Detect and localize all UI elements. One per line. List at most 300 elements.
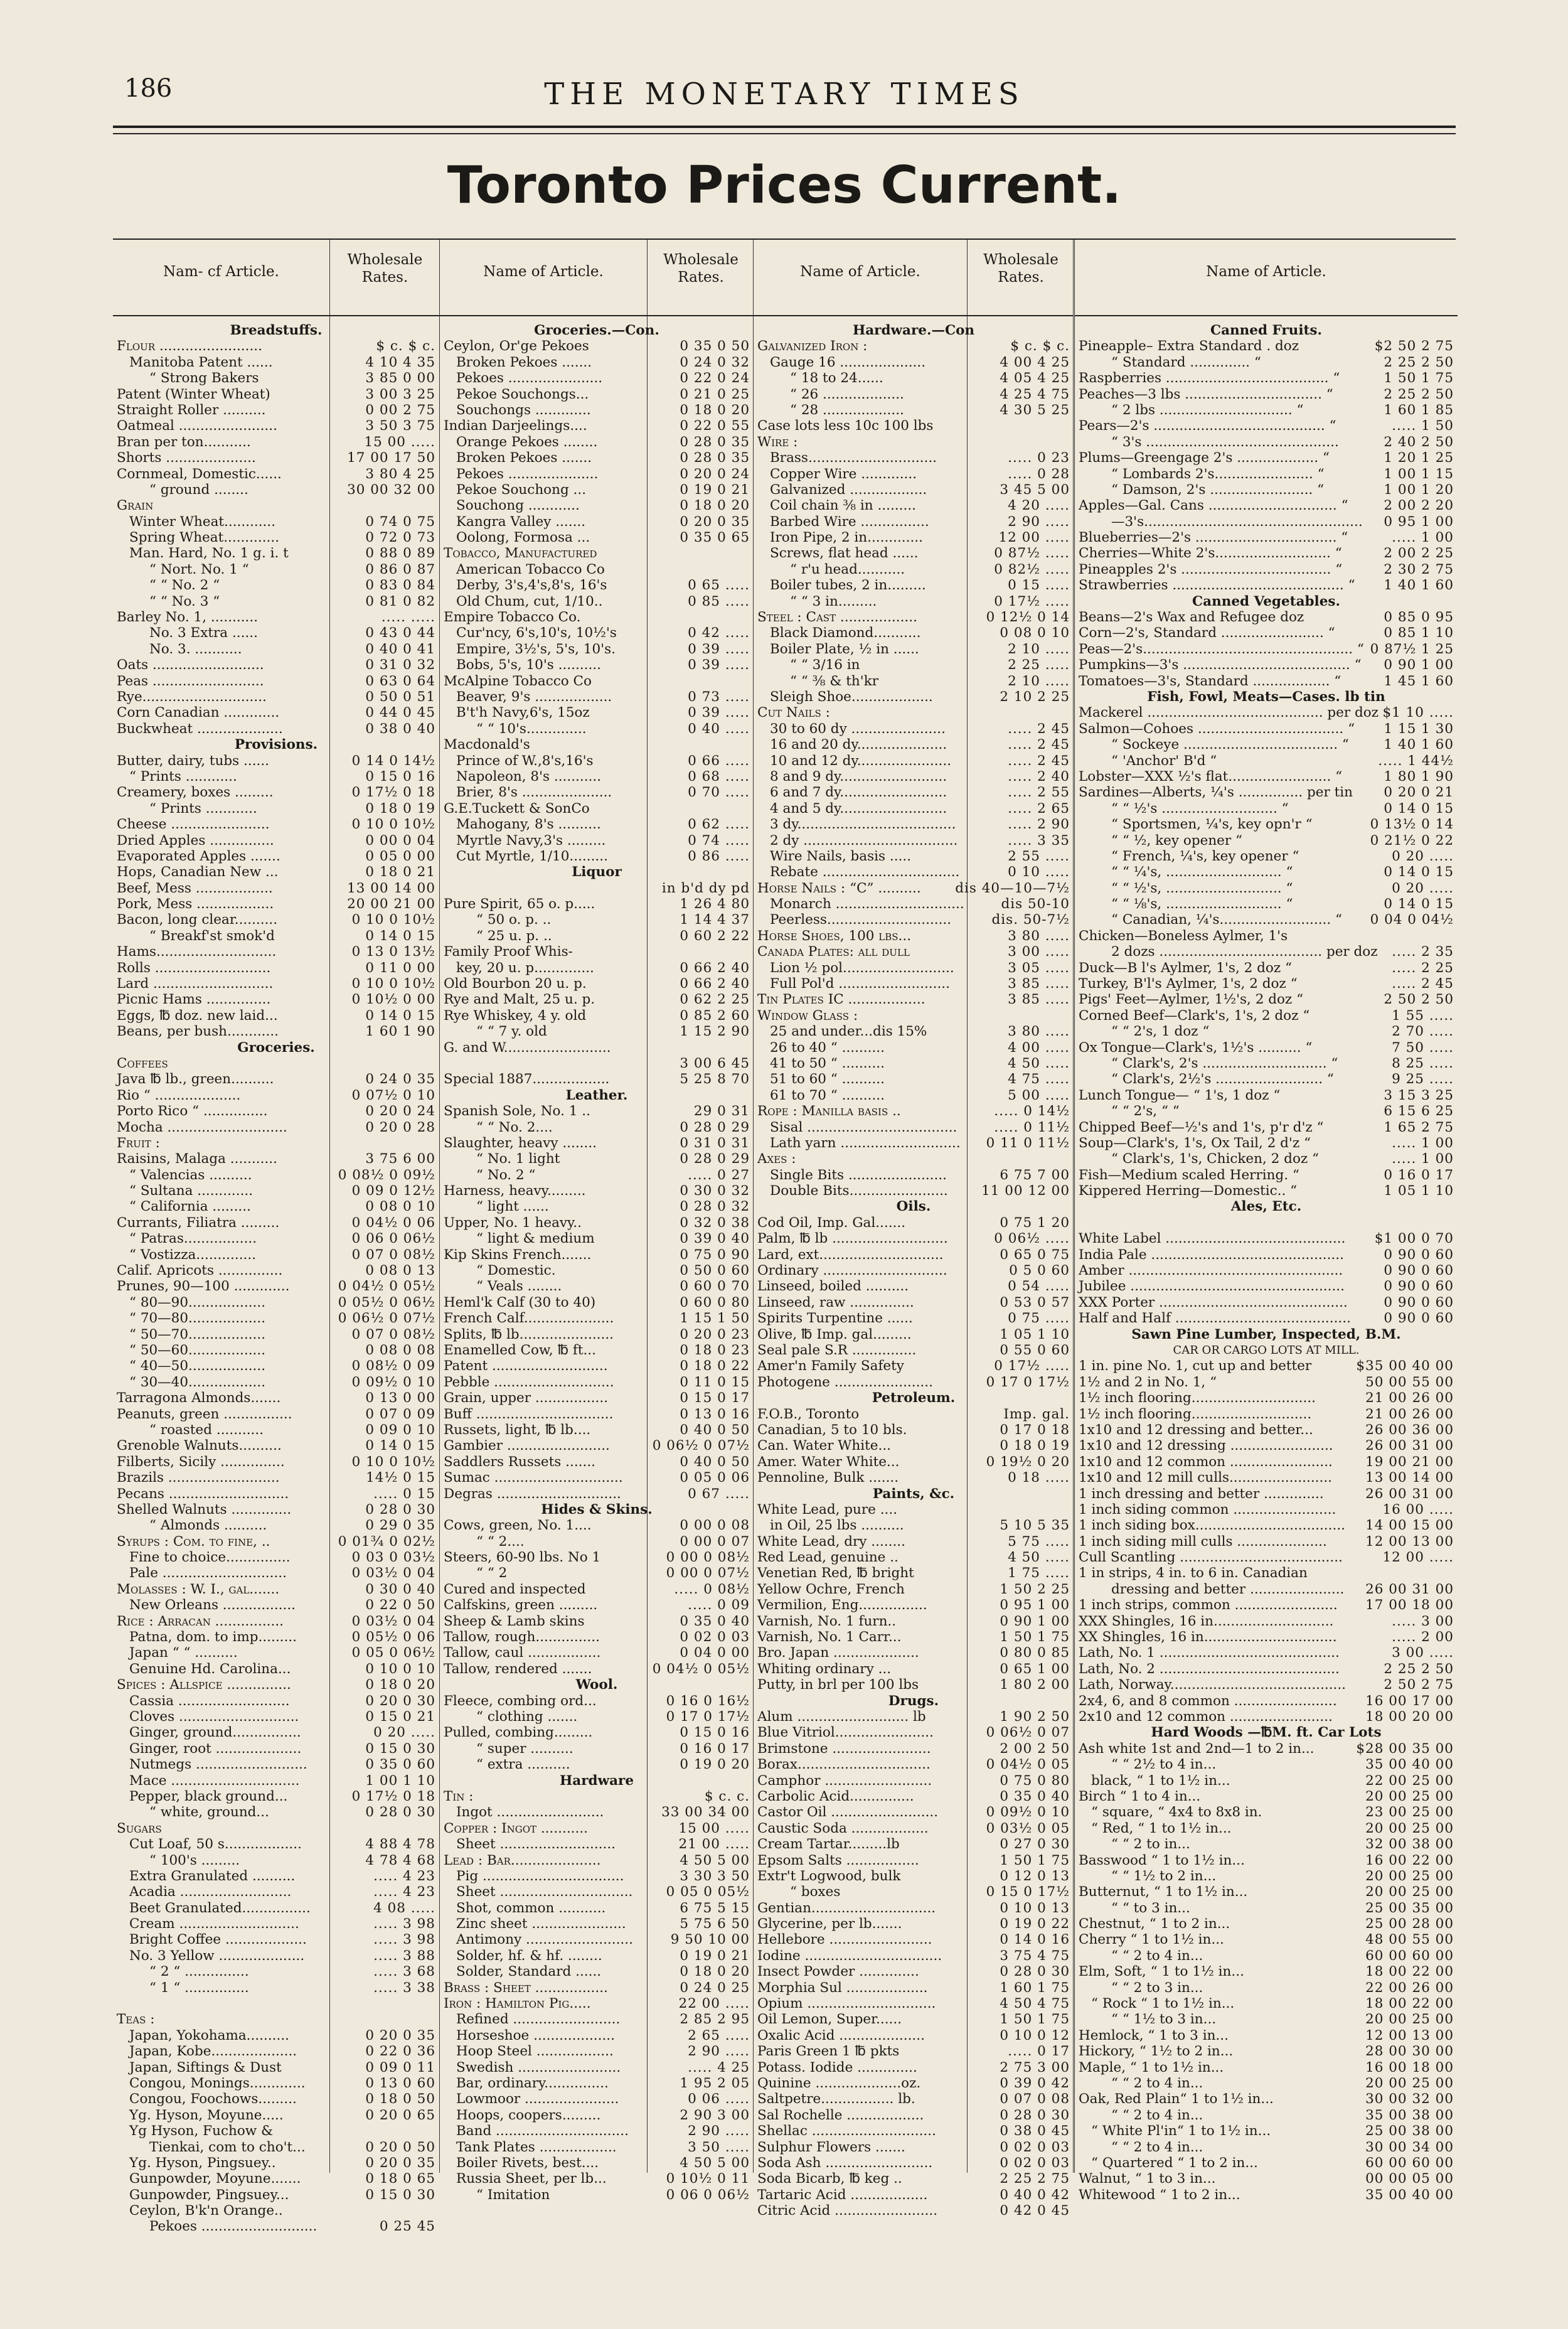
article-name: Japan, Kobe....................	[129, 2043, 297, 2060]
price-row	[754, 1088, 1074, 1103]
wholesale-rate: 0 05½ 0 06	[351, 1629, 435, 1646]
price-row	[440, 1629, 754, 1645]
article-name: Wool.	[575, 1677, 618, 1693]
article-name: Sleigh Shoe...................	[770, 688, 933, 705]
article-name: Coffees	[117, 1055, 168, 1071]
article-name: Peerless.............................	[770, 912, 952, 928]
article-name: 1 in. pine No. 1, cut up and better	[1079, 1358, 1312, 1374]
article-name: Lunch Tongue— “ 1's, 1 doz “	[1079, 1087, 1281, 1103]
wholesale-rate: 1 50 1 75	[1000, 2011, 1070, 2028]
wholesale-rate: 0 17 0 17½	[986, 1374, 1070, 1390]
wholesale-rate: 2 25 2 75	[1000, 2171, 1070, 2187]
wholesale-rate: 15 00 .....	[678, 1820, 750, 1836]
article-name: Steel : Cast ..................	[757, 609, 917, 626]
price-row	[1075, 928, 1458, 944]
price-row	[113, 1263, 439, 1278]
price-row	[754, 1565, 1074, 1581]
article-name: Teas :	[117, 2011, 155, 2028]
article-name: “ ground ........	[149, 481, 248, 498]
price-row	[1075, 1661, 1458, 1677]
article-name: Tarragona Almonds.......	[117, 1390, 281, 1406]
price-row	[1075, 1789, 1458, 1804]
article-name: Spirits Turpentine ......	[757, 1310, 913, 1327]
price-row	[440, 2171, 754, 2187]
wholesale-rate: 60 00 60 00	[1365, 2155, 1454, 2171]
price-row	[754, 1167, 1074, 1183]
price-row	[440, 1550, 754, 1565]
price-row	[754, 338, 1074, 354]
article-name: American Tobacco Co	[456, 561, 605, 577]
wholesale-rate: 0 90 0 60	[1384, 1246, 1454, 1263]
price-row	[113, 1135, 439, 1151]
article-name: Boiler Rivets, best....	[456, 2155, 599, 2171]
price-row	[113, 1996, 439, 2011]
wholesale-rate: 0 39 .....	[688, 657, 750, 673]
wholesale-rate: 0 04½ 0 05½	[652, 1661, 750, 1677]
article-name: “ “ No. 2 “	[149, 577, 220, 594]
article-name: Tartaric Acid ..................	[757, 2187, 928, 2203]
wholesale-rate: 0 10 0 10½	[351, 976, 435, 992]
article-name: McAlpine Tobacco Co	[444, 673, 592, 689]
article-name: “ “ 2 to 4 in...	[1111, 2107, 1203, 2123]
wholesale-rate: 0 16 0 17	[1384, 1167, 1454, 1183]
price-row	[754, 1645, 1074, 1661]
article-name: Pure Spirit, 65 o. p.....	[444, 896, 595, 913]
wholesale-rate: 0 5 0 60	[1009, 1263, 1070, 1279]
price-row	[113, 418, 439, 434]
article-name: Soup—Clark's, 1's, Ox Tail, 2 d'z “	[1079, 1135, 1311, 1151]
wholesale-rate: 0 15 0 21	[365, 1708, 435, 1725]
section-heading	[1075, 1199, 1458, 1214]
price-row	[113, 1167, 439, 1183]
price-row	[113, 577, 439, 593]
article-name: “ Almonds ..........	[149, 1518, 267, 1534]
article-name: Patent (Winter Wheat)	[117, 386, 270, 402]
article-name: Copper Wire .............	[770, 466, 917, 482]
article-name: Old Bourbon 20 u. p.	[444, 976, 587, 992]
wholesale-rate: ..... 0 28	[1008, 466, 1070, 482]
article-name: Myrtle Navy,3's .........	[456, 832, 606, 849]
wholesale-rate: 1 50 2 25	[1000, 1581, 1070, 1597]
price-row	[113, 2139, 439, 2155]
wholesale-rate: 0 19 0 20	[680, 1757, 750, 1773]
wholesale-rate: 0 25 45	[379, 2219, 435, 2235]
wholesale-rate: 1 55 .....	[1392, 1007, 1454, 1024]
price-row	[440, 1231, 754, 1246]
article-name: “ “ No. 3 “	[149, 593, 220, 609]
wholesale-rate: 0 44 0 45	[365, 705, 435, 721]
wholesale-rate: 2 00 2 20	[1384, 498, 1454, 514]
price-row	[1075, 1263, 1458, 1278]
article-name: India Pale .............................................	[1079, 1246, 1344, 1263]
article-name: Butter, dairy, tubs ......	[117, 752, 270, 769]
wholesale-rate: 0 17 0 18	[1000, 1421, 1070, 1438]
wholesale-rate: 25 00 38 00	[1365, 2123, 1454, 2139]
price-column-1	[113, 240, 439, 2235]
section-heading	[440, 1677, 754, 1693]
article-name: Pebble ............................	[444, 1374, 614, 1390]
price-row	[1075, 545, 1458, 561]
price-row	[754, 1502, 1074, 1518]
price-row	[113, 833, 439, 849]
wholesale-rate: 3 15 3 25	[1384, 1087, 1454, 1103]
wholesale-rate: 15 00 .....	[364, 434, 435, 450]
article-name: 1 in strips, 4 in. to 6 in. Canadian	[1079, 1565, 1308, 1582]
price-row	[440, 1804, 754, 1820]
price-row	[754, 1135, 1074, 1151]
wholesale-rate: 4 50 .....	[1008, 1550, 1070, 1566]
wholesale-rate: 0 18 .....	[1008, 1470, 1070, 1486]
price-row	[113, 816, 439, 832]
wholesale-rate: 0 90 1 00	[1384, 657, 1454, 673]
price-row	[113, 881, 439, 896]
wholesale-rate: 0 35 0 50	[680, 338, 750, 355]
price-row	[1075, 1183, 1458, 1199]
wholesale-rate: 0 83 0 84	[365, 577, 435, 594]
price-row	[754, 673, 1074, 689]
price-row	[754, 1342, 1074, 1358]
wholesale-rate: 0 39 0 42	[1000, 2075, 1070, 2091]
wholesale-rate: 0 19 0 21	[680, 1947, 750, 1964]
wholesale-rate: 0 53 0 57	[1000, 1294, 1070, 1310]
price-row	[754, 721, 1074, 737]
price-row	[754, 1534, 1074, 1550]
article-name: key, 20 u. p..............	[456, 960, 594, 976]
price-row	[754, 434, 1074, 450]
wholesale-rate: 0 29 0 35	[365, 1518, 435, 1534]
wholesale-rate: 20 00 25 00	[1365, 1868, 1454, 1884]
article-name: 1½ and 2 in No. 1, “	[1079, 1374, 1217, 1390]
article-name: “ clothing .......	[476, 1708, 578, 1725]
wholesale-rate: 0 09½ 0 10	[986, 1804, 1070, 1821]
price-row	[1075, 498, 1458, 513]
article-name: Coil chain ⅜ in .........	[770, 498, 916, 514]
price-row	[440, 1836, 754, 1852]
price-row	[440, 466, 754, 482]
price-row	[113, 2219, 439, 2234]
wholesale-rate: 0 13 0 00	[365, 1390, 435, 1406]
price-row	[440, 418, 754, 434]
price-row	[440, 976, 754, 992]
wholesale-rate: 7 50 .....	[1392, 1039, 1454, 1056]
article-name: Apples—Gal. Cans .............................. “	[1079, 498, 1348, 514]
article-name: Solder, hf. & hf. ........	[456, 1947, 602, 1964]
article-name: Solder, Standard ......	[456, 1964, 602, 1980]
wholesale-rate: 0 28 0 30	[365, 1804, 435, 1821]
price-row	[754, 1932, 1074, 1947]
wholesale-rate: 0 19½ 0 20	[986, 1454, 1070, 1470]
price-row	[113, 466, 439, 482]
article-name: Ales, Etc.	[1230, 1199, 1302, 1215]
article-name: Window Glass :	[757, 1007, 858, 1024]
article-name: Cornmeal, Domestic......	[117, 466, 282, 482]
article-name: Epsom Salts .................	[757, 1852, 919, 1868]
price-row	[754, 2028, 1074, 2043]
article-name: Copper : Ingot ...........	[444, 1820, 589, 1836]
price-rows	[440, 323, 754, 2203]
wholesale-rate: ..... 2 45	[1008, 737, 1070, 753]
wholesale-rate: 3 80 4 25	[365, 466, 435, 482]
article-name: Sal Rochelle ..................	[757, 2107, 924, 2123]
article-name: “ “ 2 to 4 in...	[1111, 2139, 1203, 2155]
wholesale-rate: 2 85 2 95	[680, 2011, 750, 2028]
article-name: Lard ............................	[117, 976, 274, 992]
article-name: Varnish, No. 1 furn..	[757, 1613, 897, 1629]
article-name: Pekoes ......................	[456, 370, 603, 387]
wholesale-rate: 1 14 4 37	[680, 912, 750, 928]
wholesale-rate: 12 00 13 00	[1365, 1533, 1454, 1550]
wholesale-rate: 0 10 0 10½	[351, 816, 435, 833]
article-name: Oolong, Formosa ...	[456, 530, 590, 546]
wholesale-rate: 2 50 2 75	[1384, 1677, 1454, 1693]
price-row	[1075, 1565, 1458, 1581]
article-name: 6 and 7 dy.........................	[770, 784, 947, 801]
wholesale-rate: 0 13½ 0 14	[1370, 816, 1454, 833]
article-name: Chestnut, “ 1 to 2 in...	[1079, 1916, 1230, 1932]
article-name: “ 40—50..................	[129, 1358, 266, 1374]
wholesale-rate: 0 15 0 30	[365, 1740, 435, 1757]
price-row	[754, 1151, 1074, 1167]
article-name: Mocha ............................	[117, 1119, 287, 1135]
article-name: Sisal ...................................	[770, 1119, 957, 1135]
price-row	[440, 1390, 754, 1406]
article-name: “ Damson, 2's ........................ “	[1111, 481, 1325, 498]
wholesale-rate: ..... 3 68	[373, 1964, 435, 1980]
wholesale-rate: 0 60 0 70	[680, 1278, 750, 1295]
article-name: “ 18 to 24......	[790, 370, 883, 387]
wholesale-rate: 4 05 4 25	[1000, 370, 1070, 387]
price-row	[440, 1645, 754, 1661]
wholesale-rate: 0 10 0 13	[1000, 1900, 1070, 1916]
wholesale-rate: 0 42 0 45	[1000, 2203, 1070, 2219]
article-name: 16 and 20 dy.....................	[770, 737, 947, 753]
price-row	[1075, 1534, 1458, 1550]
article-name: Buff ................................	[444, 1406, 614, 1422]
price-row	[754, 753, 1074, 769]
article-name: “ “ 2's, 1 doz “	[1111, 1024, 1210, 1040]
wholesale-rate: 0 31 0 32	[365, 657, 435, 673]
wholesale-rate: 0 10 .....	[1008, 864, 1070, 881]
price-row	[440, 1884, 754, 1900]
article-name: Lath, Norway.........................................	[1079, 1677, 1347, 1693]
price-row	[1075, 1120, 1458, 1135]
wholesale-rate: 0 20 .....	[1392, 880, 1454, 896]
price-row	[754, 1327, 1074, 1342]
article-name: black, “ 1 to 1½ in...	[1091, 1772, 1230, 1789]
price-row	[113, 2107, 439, 2123]
price-row	[754, 1741, 1074, 1757]
price-row	[440, 1295, 754, 1310]
wholesale-rate: 18 00 22 00	[1365, 1964, 1454, 1980]
wholesale-rate: 0 15 0 16	[365, 768, 435, 784]
article-name: Hickory, “ 1½ to 2 in...	[1079, 2043, 1234, 2060]
article-name: “ “ 2	[476, 1565, 508, 1582]
wholesale-rate: 0 07 0 08½	[351, 1326, 435, 1342]
wholesale-rate: 0 90 0 60	[1384, 1310, 1454, 1327]
price-row	[440, 594, 754, 609]
price-row	[440, 1597, 754, 1613]
wholesale-rate: ..... 2 40	[1008, 768, 1070, 784]
article-name: Cream Tartar.........lb	[757, 1836, 900, 1853]
page-title: Toronto Prices Current.	[447, 156, 1122, 215]
article-name: G. and W.........................	[444, 1039, 611, 1056]
price-row	[754, 849, 1074, 864]
price-row	[1075, 1470, 1458, 1486]
price-row	[113, 960, 439, 976]
price-row	[113, 1597, 439, 1613]
wholesale-rate: 3 85 .....	[1008, 976, 1070, 992]
section-heading	[1075, 1327, 1458, 1342]
article-name: “ “ 7 y. old	[476, 1024, 547, 1040]
article-name: Opium ..............................	[757, 1996, 936, 2012]
article-name: 1x10 and 12 dressing ........................	[1079, 1438, 1333, 1454]
wholesale-rate: 0 10 0 12	[1000, 2027, 1070, 2043]
article-name: B't'h Navy,6's, 15oz	[456, 705, 590, 721]
article-name: “ 2 lbs ............................... “	[1111, 402, 1304, 418]
wholesale-rate: ..... 4 23	[373, 1884, 435, 1900]
wholesale-rate: 2 00 2 25	[1384, 545, 1454, 562]
wholesale-rate: 4 25 4 75	[1000, 386, 1070, 402]
article-name: XXX Porter ............................................	[1079, 1294, 1348, 1310]
price-row	[440, 545, 754, 561]
wholesale-rate: ..... 3 35	[1008, 832, 1070, 849]
article-name: French Calf.....................	[444, 1310, 614, 1327]
article-name: “ 50—60..................	[129, 1342, 266, 1358]
wholesale-rate: 0 04½ 0 06	[351, 1214, 435, 1231]
wholesale-rate: ..... 1 44½	[1378, 752, 1454, 769]
article-name: Single Bits .......................	[770, 1167, 947, 1183]
price-row	[754, 1836, 1074, 1852]
price-row	[440, 1868, 754, 1884]
price-row	[113, 1502, 439, 1518]
article-name: Olive, ℔ Imp. gal.........	[757, 1326, 912, 1342]
article-name: Broken Pekoes .......	[456, 450, 592, 466]
article-name: Oats ..........................	[117, 657, 264, 673]
wholesale-rate: 18 00 22 00	[1365, 1996, 1454, 2012]
price-row	[440, 338, 754, 354]
wholesale-rate: dis 40—10—7½	[955, 880, 1070, 896]
column-header-rates: Wholesale Rates.	[329, 251, 440, 315]
article-name: Liquor	[572, 864, 622, 881]
price-row	[1075, 387, 1458, 402]
wholesale-rate: 0 35 0 60	[365, 1757, 435, 1773]
price-row	[754, 1629, 1074, 1645]
wholesale-rate: 4 00 .....	[1008, 1039, 1070, 1056]
article-name: Cherry “ 1 to 1½ in...	[1079, 1932, 1224, 1948]
price-row	[1075, 1486, 1458, 1502]
price-row	[1075, 1024, 1458, 1039]
price-row	[440, 1996, 754, 2011]
wholesale-rate: 0 17 0 17½	[666, 1708, 750, 1725]
wholesale-rate: 0 17½ .....	[994, 1358, 1070, 1374]
wholesale-rate: 13 00 14 00	[1365, 1470, 1454, 1486]
wholesale-rate: 1 80 2 00	[1000, 1677, 1070, 1693]
article-name: Orange Pekoes ........	[456, 434, 598, 450]
price-row	[754, 2011, 1074, 2027]
wholesale-rate: ..... 4 23	[373, 1868, 435, 1884]
price-row	[1075, 816, 1458, 832]
article-name: Groceries.—Con.	[534, 323, 659, 338]
price-row	[1075, 1406, 1458, 1422]
article-name: “ French, ¼'s, key opener “	[1111, 848, 1299, 864]
price-row	[440, 705, 754, 720]
article-name: Axes :	[757, 1151, 796, 1167]
price-row	[113, 1151, 439, 1167]
wholesale-rate: 0 10½ 0 11	[666, 2171, 750, 2187]
wholesale-rate: dis. 50-7½	[991, 912, 1070, 928]
wholesale-rate: 3 30 3 50	[680, 1868, 750, 1884]
article-name: 25 and under...dis 15%	[770, 1024, 927, 1040]
wholesale-rate: 2 70 .....	[1392, 1024, 1454, 1040]
price-row	[1075, 2171, 1458, 2187]
section-heading	[440, 864, 754, 880]
price-row	[440, 609, 754, 625]
article-name: Double Bits.......................	[770, 1183, 948, 1199]
price-row	[440, 1470, 754, 1486]
price-row	[1075, 1231, 1458, 1246]
price-row	[1075, 1597, 1458, 1613]
wholesale-rate: 1 26 4 80	[680, 896, 750, 913]
wholesale-rate: $1 00 0 70	[1374, 1231, 1454, 1247]
article-name: Ginger, ground................	[129, 1725, 301, 1741]
price-row	[113, 1789, 439, 1804]
wholesale-rate: ..... 4 25	[688, 2059, 750, 2075]
wholesale-rate: ..... 0 14½	[994, 1103, 1070, 1120]
wholesale-rate: 22 00 .....	[678, 1996, 750, 2012]
price-row	[754, 2107, 1074, 2123]
article-name: Souchong ............	[456, 498, 580, 514]
price-row	[113, 1948, 439, 1964]
article-name: XX Shingles, 16 in...............................	[1079, 1629, 1337, 1646]
wholesale-rate: 0 18 0 20	[680, 498, 750, 514]
price-row	[754, 1470, 1074, 1486]
article-name: No. 3. ...........	[149, 641, 242, 657]
wholesale-rate: 1 90 2 50	[1000, 1708, 1070, 1725]
header-rule	[113, 126, 1456, 128]
wholesale-rate: 0 14 0 15	[365, 1438, 435, 1454]
price-row	[1075, 1980, 1458, 1996]
wholesale-rate: 0 07 0 08½	[351, 1246, 435, 1263]
article-name: Canned Vegetables.	[1192, 593, 1340, 609]
section-heading	[113, 737, 439, 752]
article-name: Borax...............................	[757, 1757, 931, 1773]
price-row	[1075, 1741, 1458, 1757]
wholesale-rate: 0 21½ 0 22	[1370, 832, 1454, 849]
wholesale-rate: 1 15 1 30	[1384, 720, 1454, 737]
article-name: Japan, Yokohama..........	[129, 2027, 289, 2043]
price-row	[1075, 1071, 1458, 1087]
price-row	[1075, 2075, 1458, 2091]
wholesale-rate: 3 75 6 00	[365, 1151, 435, 1167]
wholesale-rate: $1 10 .....	[1382, 705, 1454, 721]
wholesale-rate: 0 20 0 24	[680, 466, 750, 482]
article-name: Kangra Valley .......	[456, 513, 586, 530]
article-name: “ light ......	[476, 1199, 549, 1215]
wholesale-rate: ..... 3 38	[373, 1979, 435, 1996]
wholesale-rate: 4 88 4 78	[365, 1836, 435, 1853]
price-row	[113, 1741, 439, 1757]
article-name: Pigs' Feet—Aylmer, 1½'s, 2 doz “	[1079, 992, 1304, 1008]
price-row	[1075, 1868, 1458, 1884]
wholesale-rate: ..... 0 27	[688, 1167, 750, 1183]
price-row	[440, 1120, 754, 1135]
article-name: Indian Darjeelings....	[444, 418, 587, 434]
wholesale-rate: 0 24 0 25	[680, 1979, 750, 1996]
wholesale-rate: 0 22 0 50	[365, 1597, 435, 1614]
price-row	[754, 530, 1074, 545]
article-name: Ordinary .............................	[757, 1263, 947, 1279]
article-name: Antimony .........................	[456, 1932, 633, 1948]
